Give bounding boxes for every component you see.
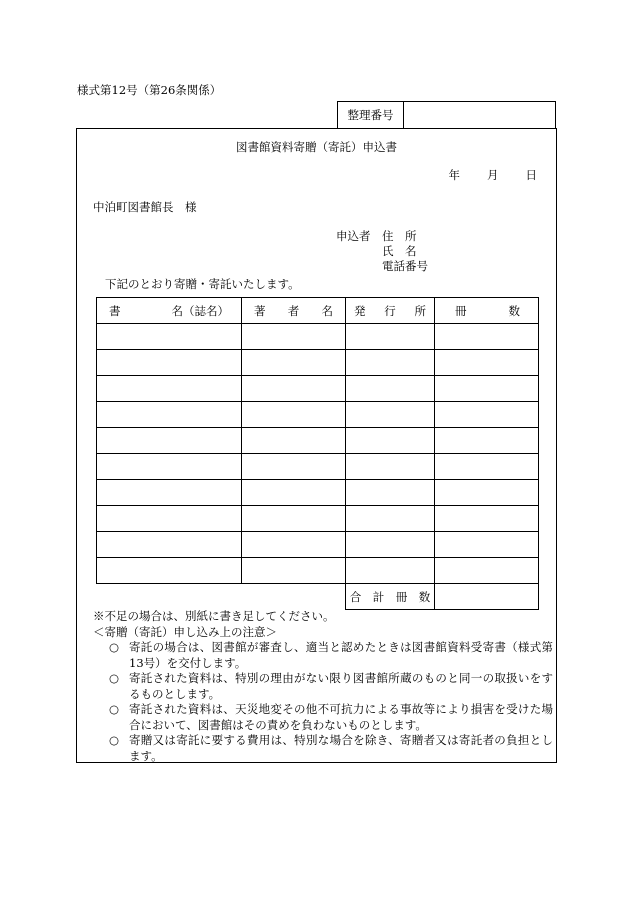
address-label: 住 所 bbox=[382, 229, 417, 243]
book-rows bbox=[97, 324, 539, 584]
total-label: 合 計 冊 数 bbox=[346, 584, 435, 610]
header-title bbox=[97, 298, 242, 324]
title-cell[interactable] bbox=[97, 532, 242, 558]
publisher-cell[interactable] bbox=[346, 532, 435, 558]
author-cell[interactable] bbox=[242, 480, 346, 506]
publisher-cell[interactable] bbox=[346, 402, 435, 428]
total-row bbox=[97, 584, 539, 610]
count-cell[interactable] bbox=[435, 376, 539, 402]
publisher-cell[interactable] bbox=[346, 350, 435, 376]
seiri-number-box bbox=[337, 101, 556, 129]
title-cell[interactable] bbox=[97, 506, 242, 532]
document-title: 図書館資料寄贈（寄託）申込書 bbox=[236, 140, 397, 154]
applicant-label: 申込者 bbox=[336, 229, 371, 243]
title-cell[interactable] bbox=[97, 480, 242, 506]
title-cell[interactable] bbox=[97, 428, 242, 454]
book-table bbox=[96, 297, 539, 610]
count-cell[interactable] bbox=[435, 532, 539, 558]
form-frame bbox=[76, 128, 557, 763]
count-cell[interactable] bbox=[435, 454, 539, 480]
seiri-number-label: 整理番号 bbox=[338, 102, 404, 128]
header-author-char-2: 者 bbox=[287, 303, 300, 318]
insufficient-note: ※不足の場合は、別紙に書き足してください。 bbox=[93, 609, 335, 623]
author-cell[interactable] bbox=[242, 428, 346, 454]
author-cell[interactable] bbox=[242, 558, 346, 584]
header-author-char-3: 名 bbox=[321, 303, 333, 318]
circle-bullet-icon: ○ bbox=[109, 733, 120, 747]
date-year-label: 年 bbox=[448, 168, 460, 182]
author-cell[interactable] bbox=[242, 350, 346, 376]
title-cell[interactable] bbox=[97, 558, 242, 584]
phone-label: 電話番号 bbox=[382, 259, 428, 273]
date-line bbox=[449, 167, 538, 183]
publisher-cell[interactable] bbox=[346, 480, 435, 506]
seiri-number-value[interactable] bbox=[404, 102, 555, 128]
header-title-char: 書 bbox=[109, 303, 121, 318]
applicant-block bbox=[336, 229, 428, 274]
circle-bullet-icon: ○ bbox=[109, 671, 120, 685]
header-title-rest: 名（誌名） bbox=[171, 303, 229, 318]
table-row bbox=[97, 428, 539, 454]
circle-bullet-icon: ○ bbox=[109, 640, 120, 654]
table-header-row bbox=[97, 298, 539, 324]
header-publisher bbox=[346, 298, 435, 324]
notes-heading: ＜寄贈（寄託）申し込み上の注意＞ bbox=[93, 624, 277, 639]
author-cell[interactable] bbox=[242, 532, 346, 558]
title-cell[interactable] bbox=[97, 402, 242, 428]
table-row bbox=[97, 454, 539, 480]
notes-section bbox=[93, 609, 553, 764]
author-cell[interactable] bbox=[242, 324, 346, 350]
note-items bbox=[93, 640, 553, 764]
table-row bbox=[97, 506, 539, 532]
table-row bbox=[97, 532, 539, 558]
header-author-char-1: 著 bbox=[254, 303, 266, 318]
note-item bbox=[93, 640, 553, 671]
title-cell[interactable] bbox=[97, 376, 242, 402]
publisher-cell[interactable] bbox=[346, 506, 435, 532]
note-item bbox=[93, 733, 553, 764]
title-cell[interactable] bbox=[97, 350, 242, 376]
author-cell[interactable] bbox=[242, 454, 346, 480]
intro-text: 下記のとおり寄贈・寄託いたします。 bbox=[105, 277, 300, 291]
publisher-cell[interactable] bbox=[346, 324, 435, 350]
publisher-cell[interactable] bbox=[346, 428, 435, 454]
table-row bbox=[97, 376, 539, 402]
note-text: 寄贈又は寄託に要する費用は、特別な場合を除き、寄贈者又は寄託者の負担とします。 bbox=[129, 733, 553, 763]
note-text: 寄託された資料は、天災地変その他不可抗力による事故等により損害を受けた場合において、図書館はその責めを負わないものとします。 bbox=[129, 702, 553, 732]
header-count-char-2: 数 bbox=[508, 303, 520, 318]
title-cell[interactable] bbox=[97, 324, 242, 350]
header-publisher-char-1: 発 bbox=[354, 303, 366, 318]
count-cell[interactable] bbox=[435, 324, 539, 350]
table-row bbox=[97, 480, 539, 506]
author-cell[interactable] bbox=[242, 506, 346, 532]
form-number: 様式第12号（第26条関係） bbox=[77, 83, 222, 97]
count-cell[interactable] bbox=[435, 506, 539, 532]
header-count bbox=[435, 298, 539, 324]
table-row bbox=[97, 558, 539, 584]
note-text: 寄託された資料は、特別の理由がない限り図書館所蔵のものと同一の取扱いをするものとします。 bbox=[129, 671, 553, 701]
count-cell[interactable] bbox=[435, 402, 539, 428]
publisher-cell[interactable] bbox=[346, 558, 435, 584]
addressee: 中泊町図書館長 様 bbox=[93, 200, 197, 214]
name-label: 氏 名 bbox=[382, 244, 417, 258]
circle-bullet-icon: ○ bbox=[109, 702, 120, 716]
author-cell[interactable] bbox=[242, 402, 346, 428]
table-row bbox=[97, 350, 539, 376]
header-publisher-char-2: 行 bbox=[384, 303, 396, 318]
note-item bbox=[93, 702, 553, 733]
note-text: 寄託の場合は、図書館が審査し、適当と認めたときは図書館資料受寄書（様式第13号）を交付します。 bbox=[129, 640, 553, 670]
count-cell[interactable] bbox=[435, 558, 539, 584]
table-row bbox=[97, 324, 539, 350]
publisher-cell[interactable] bbox=[346, 454, 435, 480]
table-row bbox=[97, 402, 539, 428]
count-cell[interactable] bbox=[435, 480, 539, 506]
header-author bbox=[242, 298, 346, 324]
total-value-cell[interactable] bbox=[435, 584, 539, 610]
date-day-label: 日 bbox=[525, 168, 537, 182]
note-item bbox=[93, 671, 553, 702]
author-cell[interactable] bbox=[242, 376, 346, 402]
count-cell[interactable] bbox=[435, 350, 539, 376]
publisher-cell[interactable] bbox=[346, 376, 435, 402]
header-count-char-1: 冊 bbox=[455, 303, 467, 318]
title-cell[interactable] bbox=[97, 454, 242, 480]
date-month-label: 月 bbox=[487, 168, 499, 182]
count-cell[interactable] bbox=[435, 428, 539, 454]
header-publisher-char-3: 所 bbox=[414, 303, 426, 318]
